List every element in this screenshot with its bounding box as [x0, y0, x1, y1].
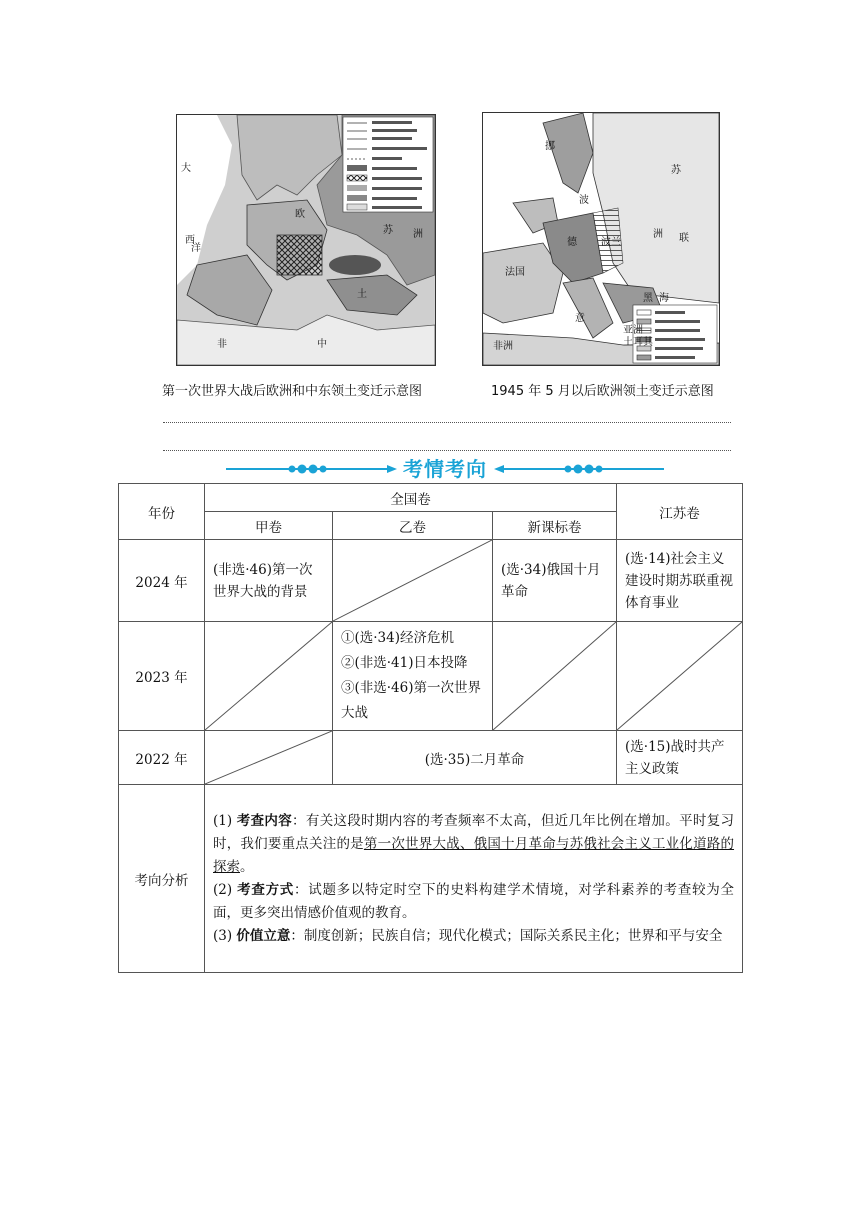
analysis-content: [205, 785, 743, 973]
row-year: 2022 年: [119, 731, 205, 785]
header-year: 年份: [119, 484, 205, 540]
cell-yi: [333, 622, 493, 731]
banner-title: 考情考向: [403, 457, 487, 481]
map-left-label-fei: 非: [217, 339, 227, 350]
map-right-label-lian: 联: [679, 233, 689, 244]
map-right-label-hai: 海: [659, 293, 669, 304]
map-right-label-fa: 法国: [505, 267, 525, 278]
map-right-label-su: 苏: [671, 165, 681, 176]
map-right-label-de: 德: [567, 237, 577, 248]
map-left-label-tu: 土: [357, 289, 367, 300]
map-right-label-tuerqi: 土耳其: [623, 337, 653, 348]
header-national: 全国卷: [205, 484, 617, 512]
analysis-label: 考向分析: [119, 785, 205, 973]
map-1945-europe: [482, 112, 720, 366]
map-left-label-yang: 洋: [191, 243, 201, 254]
map-right-caption: 1945 年 5 月以后欧洲领土变迁示意图: [491, 384, 714, 399]
answer-line-1: [163, 422, 731, 423]
cell-xinkebiao: (选·34)俄国十月革命: [493, 540, 617, 622]
table-row: [119, 622, 743, 731]
map-right-label-bolan: 波兰: [601, 237, 621, 248]
map-left-label-su: 苏: [383, 225, 393, 236]
map-left-label-da: 大: [181, 163, 191, 174]
yi-item: ②(非选·41)日本投降: [341, 655, 468, 671]
map-right-label-zhou: 洲: [653, 229, 663, 240]
yi-item: ③(非选·46)第一次世界大战: [341, 680, 482, 721]
analysis-item-method: (2) 考查方式：试题多以特定时空下的史料构建学术情境，对学科素养的考查较为全面，更多突出情感价值观的教育。: [213, 881, 735, 921]
map-right-label-bei: 波: [579, 195, 589, 206]
answer-line-2: [163, 450, 731, 451]
header-jia: 甲卷: [205, 512, 333, 540]
map-left-label-ou: 欧: [295, 209, 305, 220]
empty-cell: [493, 622, 617, 731]
table-row: [119, 731, 743, 785]
empty-cell: [205, 622, 333, 731]
cell-jiangsu: (选·14)社会主义建设时期苏联重视体育事业: [617, 540, 743, 622]
header-yi: 乙卷: [333, 512, 493, 540]
map-right-label-yi: 意: [575, 313, 585, 324]
analysis-item-value: (3) 价值立意：制度创新；民族自信；现代化模式；国际关系民主化；世界和平与安全: [213, 927, 723, 944]
map-ww1-europe-middle-east: [176, 114, 436, 366]
row-year: 2023 年: [119, 622, 205, 731]
cell-jiangsu: (选·15)战时共产主义政策: [617, 731, 743, 785]
empty-cell: [617, 622, 743, 731]
exam-trend-table: [118, 483, 743, 973]
table-row: [119, 540, 743, 622]
yi-item: ①(选·34)经济危机: [341, 630, 455, 646]
map-right-label-nuo: 挪: [545, 141, 555, 152]
map-right-label-feizhou: 非洲: [493, 341, 513, 352]
table-row: [119, 785, 743, 973]
map-left-caption: 第一次世界大战后欧洲和中东领土变迁示意图: [162, 384, 423, 399]
empty-cell: [205, 731, 333, 785]
header-xinkebiao: 新课标卷: [493, 512, 617, 540]
cell-jia: (非选·46)第一次世界大战的背景: [205, 540, 333, 622]
analysis-item-content: (1) 考查内容：有关这段时期内容的考查频率不太高，但近几年比例在增加。平时复习时，我们要重点关注的是第一次世界大战、俄国十月革命与苏俄社会主义工业化道路的探索。: [213, 812, 735, 875]
cell-yi-xinkebiao: (选·35)二月革命: [333, 731, 617, 785]
map-right-label-hei: 黑: [643, 293, 653, 304]
section-banner: [222, 456, 668, 482]
map-left-label-zhong: 中: [317, 339, 327, 350]
map-right-label-ya: 亚洲: [623, 325, 643, 336]
empty-cell: [333, 540, 493, 622]
header-jiangsu: 江苏卷: [617, 484, 743, 540]
map-left-label-xi: 西: [185, 235, 195, 246]
map-left-label-zhou: 洲: [413, 229, 423, 240]
row-year: 2024 年: [119, 540, 205, 622]
